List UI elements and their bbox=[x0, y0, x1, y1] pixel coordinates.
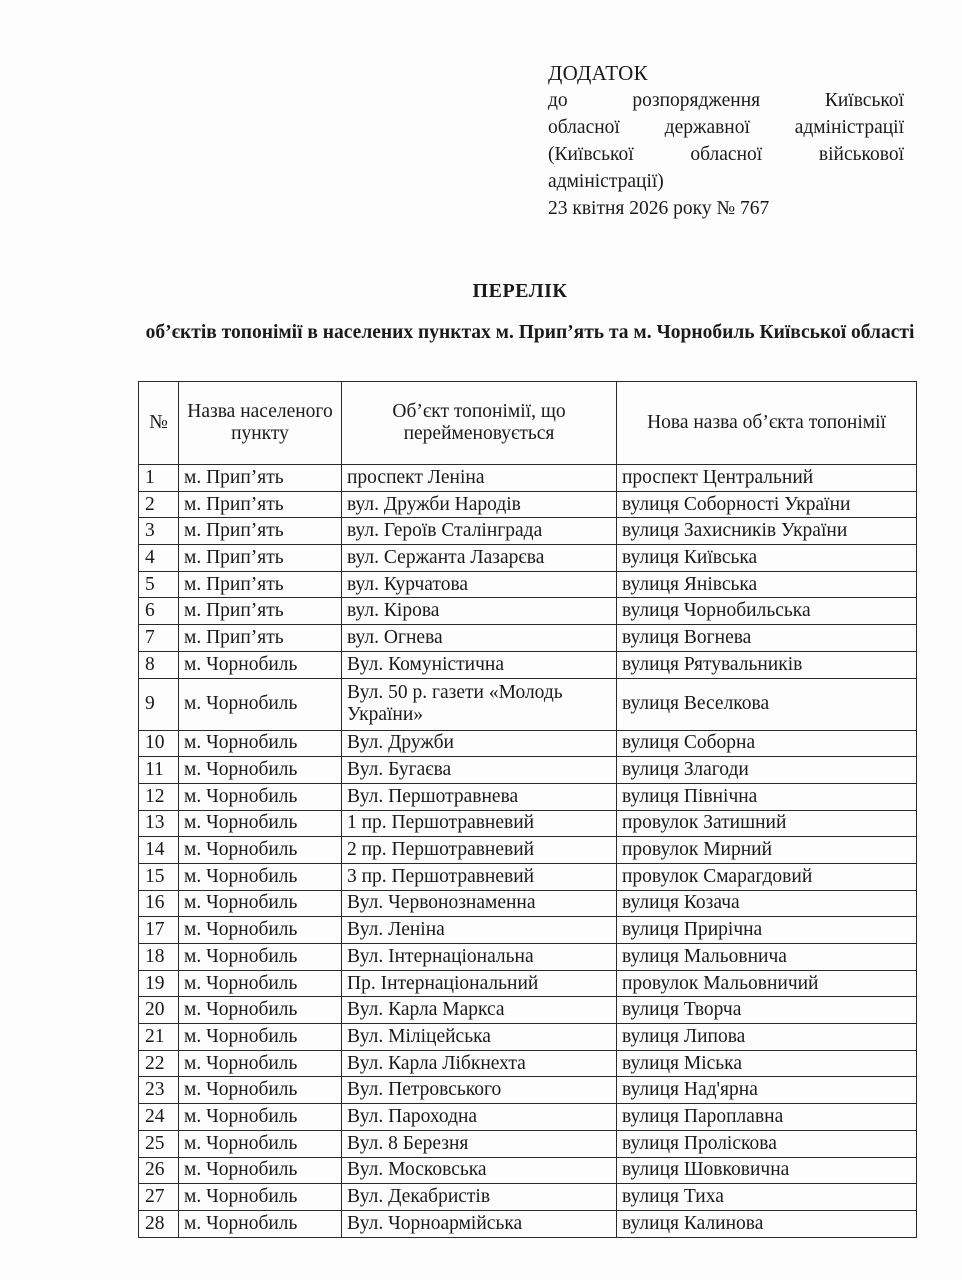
place-name-cell: м. Чорнобиль bbox=[179, 1184, 342, 1211]
row-number-cell: 19 bbox=[139, 970, 179, 997]
place-name-cell: м. Чорнобиль bbox=[179, 997, 342, 1024]
table-row bbox=[139, 518, 917, 545]
old-name-cell: Вул. Дружби bbox=[342, 730, 617, 757]
annex-line-2: обласної державної адміністрації bbox=[548, 117, 904, 138]
old-name-cell: Вул. Пароходна bbox=[342, 1104, 617, 1131]
table-row bbox=[139, 997, 917, 1024]
row-number-cell: 15 bbox=[139, 863, 179, 890]
old-name-cell: Вул. Першотравнева bbox=[342, 783, 617, 810]
old-name-cell: вул. Сержанта Лазарєва bbox=[342, 545, 617, 572]
document-title: ПЕРЕЛІК bbox=[472, 280, 568, 302]
table-row bbox=[139, 571, 917, 598]
row-number-cell: 14 bbox=[139, 837, 179, 864]
place-name-cell: м. Прип’ять bbox=[179, 465, 342, 492]
table-row bbox=[139, 783, 917, 810]
new-name-cell: вулиця Рятувальників bbox=[617, 651, 917, 678]
new-name-cell: вулиця Пролiскова bbox=[617, 1130, 917, 1157]
new-name-cell: вулиця Прирічна bbox=[617, 917, 917, 944]
annex-line-1: до розпорядження Київської bbox=[548, 90, 904, 111]
row-number-cell: 4 bbox=[139, 545, 179, 572]
row-number-cell: 20 bbox=[139, 997, 179, 1024]
place-name-cell: м. Прип’ять bbox=[179, 625, 342, 652]
row-number-cell: 9 bbox=[139, 678, 179, 730]
place-name-cell: м. Чорнобиль bbox=[179, 783, 342, 810]
row-number-cell: 25 bbox=[139, 1130, 179, 1157]
old-name-cell: Вул. Карла Маркса bbox=[342, 997, 617, 1024]
table-row bbox=[139, 678, 917, 730]
table-row bbox=[139, 465, 917, 492]
old-name-cell: вул. Кірова bbox=[342, 598, 617, 625]
new-name-cell: вулиця Мальовнича bbox=[617, 944, 917, 971]
old-name-cell: Вул. Московська bbox=[342, 1157, 617, 1184]
table-row bbox=[139, 625, 917, 652]
place-name-cell: м. Чорнобиль bbox=[179, 1050, 342, 1077]
column-header-place: Назва населеного пункту bbox=[179, 382, 342, 465]
old-name-cell: Вул. Бугаєва bbox=[342, 757, 617, 784]
table-row bbox=[139, 1157, 917, 1184]
new-name-cell: вулиця Липова bbox=[617, 1024, 917, 1051]
new-name-cell: вулиця Злагоди bbox=[617, 757, 917, 784]
old-name-cell: Вул. Карла Лібкнехта bbox=[342, 1050, 617, 1077]
place-name-cell: м. Чорнобиль bbox=[179, 678, 342, 730]
place-name-cell: м. Чорнобиль bbox=[179, 917, 342, 944]
column-header-number: № bbox=[139, 382, 179, 465]
annex-title: ДОДАТОК bbox=[548, 61, 648, 85]
new-name-cell: вулиця Веселкова bbox=[617, 678, 917, 730]
document-subtitle: об’єктів топонімії в населених пунктах м. Прип’ять та м. Чорнобиль Київської області bbox=[145, 322, 915, 343]
place-name-cell: м. Чорнобиль bbox=[179, 944, 342, 971]
table-row bbox=[139, 730, 917, 757]
row-number-cell: 23 bbox=[139, 1077, 179, 1104]
place-name-cell: м. Чорнобиль bbox=[179, 1104, 342, 1131]
table-row bbox=[139, 491, 917, 518]
new-name-cell: вулиця Чорнобильська bbox=[617, 598, 917, 625]
row-number-cell: 6 bbox=[139, 598, 179, 625]
place-name-cell: м. Чорнобиль bbox=[179, 970, 342, 997]
place-name-cell: м. Прип’ять bbox=[179, 571, 342, 598]
place-name-cell: м. Чорнобиль bbox=[179, 651, 342, 678]
new-name-cell: вулиця Пароплавна bbox=[617, 1104, 917, 1131]
old-name-cell: вул. Дружби Народів bbox=[342, 491, 617, 518]
place-name-cell: м. Чорнобиль bbox=[179, 890, 342, 917]
table-row bbox=[139, 863, 917, 890]
table-row bbox=[139, 1184, 917, 1211]
row-number-cell: 18 bbox=[139, 944, 179, 971]
new-name-cell: вулиця Вогнева bbox=[617, 625, 917, 652]
toponyms-table bbox=[138, 381, 917, 1238]
row-number-cell: 21 bbox=[139, 1024, 179, 1051]
old-name-cell: Вул. Комуністична bbox=[342, 651, 617, 678]
table-row bbox=[139, 917, 917, 944]
row-number-cell: 3 bbox=[139, 518, 179, 545]
table-row bbox=[139, 545, 917, 572]
row-number-cell: 13 bbox=[139, 810, 179, 837]
new-name-cell: вулиця Північна bbox=[617, 783, 917, 810]
new-name-cell: провулок Мальовничий bbox=[617, 970, 917, 997]
table-row bbox=[139, 1077, 917, 1104]
annex-line-4: адміністрації) bbox=[548, 171, 664, 192]
place-name-cell: м. Прип’ять bbox=[179, 545, 342, 572]
row-number-cell: 24 bbox=[139, 1104, 179, 1131]
row-number-cell: 8 bbox=[139, 651, 179, 678]
new-name-cell: вулиця Калинова bbox=[617, 1210, 917, 1237]
place-name-cell: м. Чорнобиль bbox=[179, 1077, 342, 1104]
row-number-cell: 28 bbox=[139, 1210, 179, 1237]
table-row bbox=[139, 970, 917, 997]
old-name-cell: Пр. Інтернаціональний bbox=[342, 970, 617, 997]
table-row bbox=[139, 1130, 917, 1157]
column-header-old-name: Об’єкт топонімії, що перейменовується bbox=[342, 382, 617, 465]
row-number-cell: 12 bbox=[139, 783, 179, 810]
new-name-cell: провулок Мирний bbox=[617, 837, 917, 864]
old-name-cell: Вул. Інтернаціональна bbox=[342, 944, 617, 971]
new-name-cell: вулиця Захисників України bbox=[617, 518, 917, 545]
row-number-cell: 1 bbox=[139, 465, 179, 492]
old-name-cell: Вул. Леніна bbox=[342, 917, 617, 944]
table-row bbox=[139, 1024, 917, 1051]
new-name-cell: вулиця Міська bbox=[617, 1050, 917, 1077]
old-name-cell: вул. Огнева bbox=[342, 625, 617, 652]
old-name-cell: проспект Леніна bbox=[342, 465, 617, 492]
table-body bbox=[139, 465, 917, 1238]
new-name-cell: провулок Смарагдовий bbox=[617, 863, 917, 890]
table-row bbox=[139, 810, 917, 837]
old-name-cell: Вул. 8 Березня bbox=[342, 1130, 617, 1157]
place-name-cell: м. Чорнобиль bbox=[179, 810, 342, 837]
place-name-cell: м. Прип’ять bbox=[179, 518, 342, 545]
new-name-cell: вулиця Соборна bbox=[617, 730, 917, 757]
old-name-cell: 2 пр. Першотравневий bbox=[342, 837, 617, 864]
new-name-cell: вулиця Соборності України bbox=[617, 491, 917, 518]
table-row bbox=[139, 1050, 917, 1077]
table-row bbox=[139, 1104, 917, 1131]
table-row bbox=[139, 890, 917, 917]
old-name-cell: Вул. Міліцейська bbox=[342, 1024, 617, 1051]
new-name-cell: вулиця Шовковична bbox=[617, 1157, 917, 1184]
row-number-cell: 5 bbox=[139, 571, 179, 598]
place-name-cell: м. Чорнобиль bbox=[179, 837, 342, 864]
place-name-cell: м. Чорнобиль bbox=[179, 1157, 342, 1184]
table-row bbox=[139, 651, 917, 678]
place-name-cell: м. Чорнобиль bbox=[179, 863, 342, 890]
new-name-cell: вулиця Київська bbox=[617, 545, 917, 572]
annex-date-number: 23 квітня 2026 року № 767 bbox=[548, 198, 770, 219]
old-name-cell: Вул. Декабристів bbox=[342, 1184, 617, 1211]
table-row bbox=[139, 944, 917, 971]
new-name-cell: вулиця Янівська bbox=[617, 571, 917, 598]
row-number-cell: 11 bbox=[139, 757, 179, 784]
annex-block bbox=[548, 60, 904, 222]
table-row bbox=[139, 1210, 917, 1237]
new-name-cell: вулиця Творча bbox=[617, 997, 917, 1024]
old-name-cell: Вул. Чорноармійська bbox=[342, 1210, 617, 1237]
row-number-cell: 16 bbox=[139, 890, 179, 917]
row-number-cell: 2 bbox=[139, 491, 179, 518]
old-name-cell: 1 пр. Першотравневий bbox=[342, 810, 617, 837]
new-name-cell: вулиця Над'ярна bbox=[617, 1077, 917, 1104]
annex-line-3: (Київської обласної військової bbox=[548, 144, 904, 165]
table-row bbox=[139, 837, 917, 864]
row-number-cell: 27 bbox=[139, 1184, 179, 1211]
row-number-cell: 26 bbox=[139, 1157, 179, 1184]
place-name-cell: м. Прип’ять bbox=[179, 598, 342, 625]
table-row bbox=[139, 757, 917, 784]
old-name-cell: вул. Курчатова bbox=[342, 571, 617, 598]
place-name-cell: м. Чорнобиль bbox=[179, 757, 342, 784]
new-name-cell: вулиця Тиха bbox=[617, 1184, 917, 1211]
row-number-cell: 10 bbox=[139, 730, 179, 757]
column-header-new-name: Нова назва об’єкта топонімії bbox=[617, 382, 917, 465]
place-name-cell: м. Чорнобиль bbox=[179, 1130, 342, 1157]
place-name-cell: м. Чорнобиль bbox=[179, 730, 342, 757]
table-header-row bbox=[139, 382, 917, 465]
place-name-cell: м. Чорнобиль bbox=[179, 1024, 342, 1051]
row-number-cell: 17 bbox=[139, 917, 179, 944]
table-row bbox=[139, 598, 917, 625]
old-name-cell: вул. Героїв Сталінграда bbox=[342, 518, 617, 545]
place-name-cell: м. Чорнобиль bbox=[179, 1210, 342, 1237]
old-name-cell: 3 пр. Першотравневий bbox=[342, 863, 617, 890]
new-name-cell: провулок Затишний bbox=[617, 810, 917, 837]
new-name-cell: проспект Центральний bbox=[617, 465, 917, 492]
old-name-cell: Вул. Петровського bbox=[342, 1077, 617, 1104]
old-name-cell: Вул. 50 р. газети «Молодь України» bbox=[342, 678, 617, 730]
old-name-cell: Вул. Червонознаменна bbox=[342, 890, 617, 917]
row-number-cell: 7 bbox=[139, 625, 179, 652]
row-number-cell: 22 bbox=[139, 1050, 179, 1077]
place-name-cell: м. Прип’ять bbox=[179, 491, 342, 518]
new-name-cell: вулиця Козача bbox=[617, 890, 917, 917]
